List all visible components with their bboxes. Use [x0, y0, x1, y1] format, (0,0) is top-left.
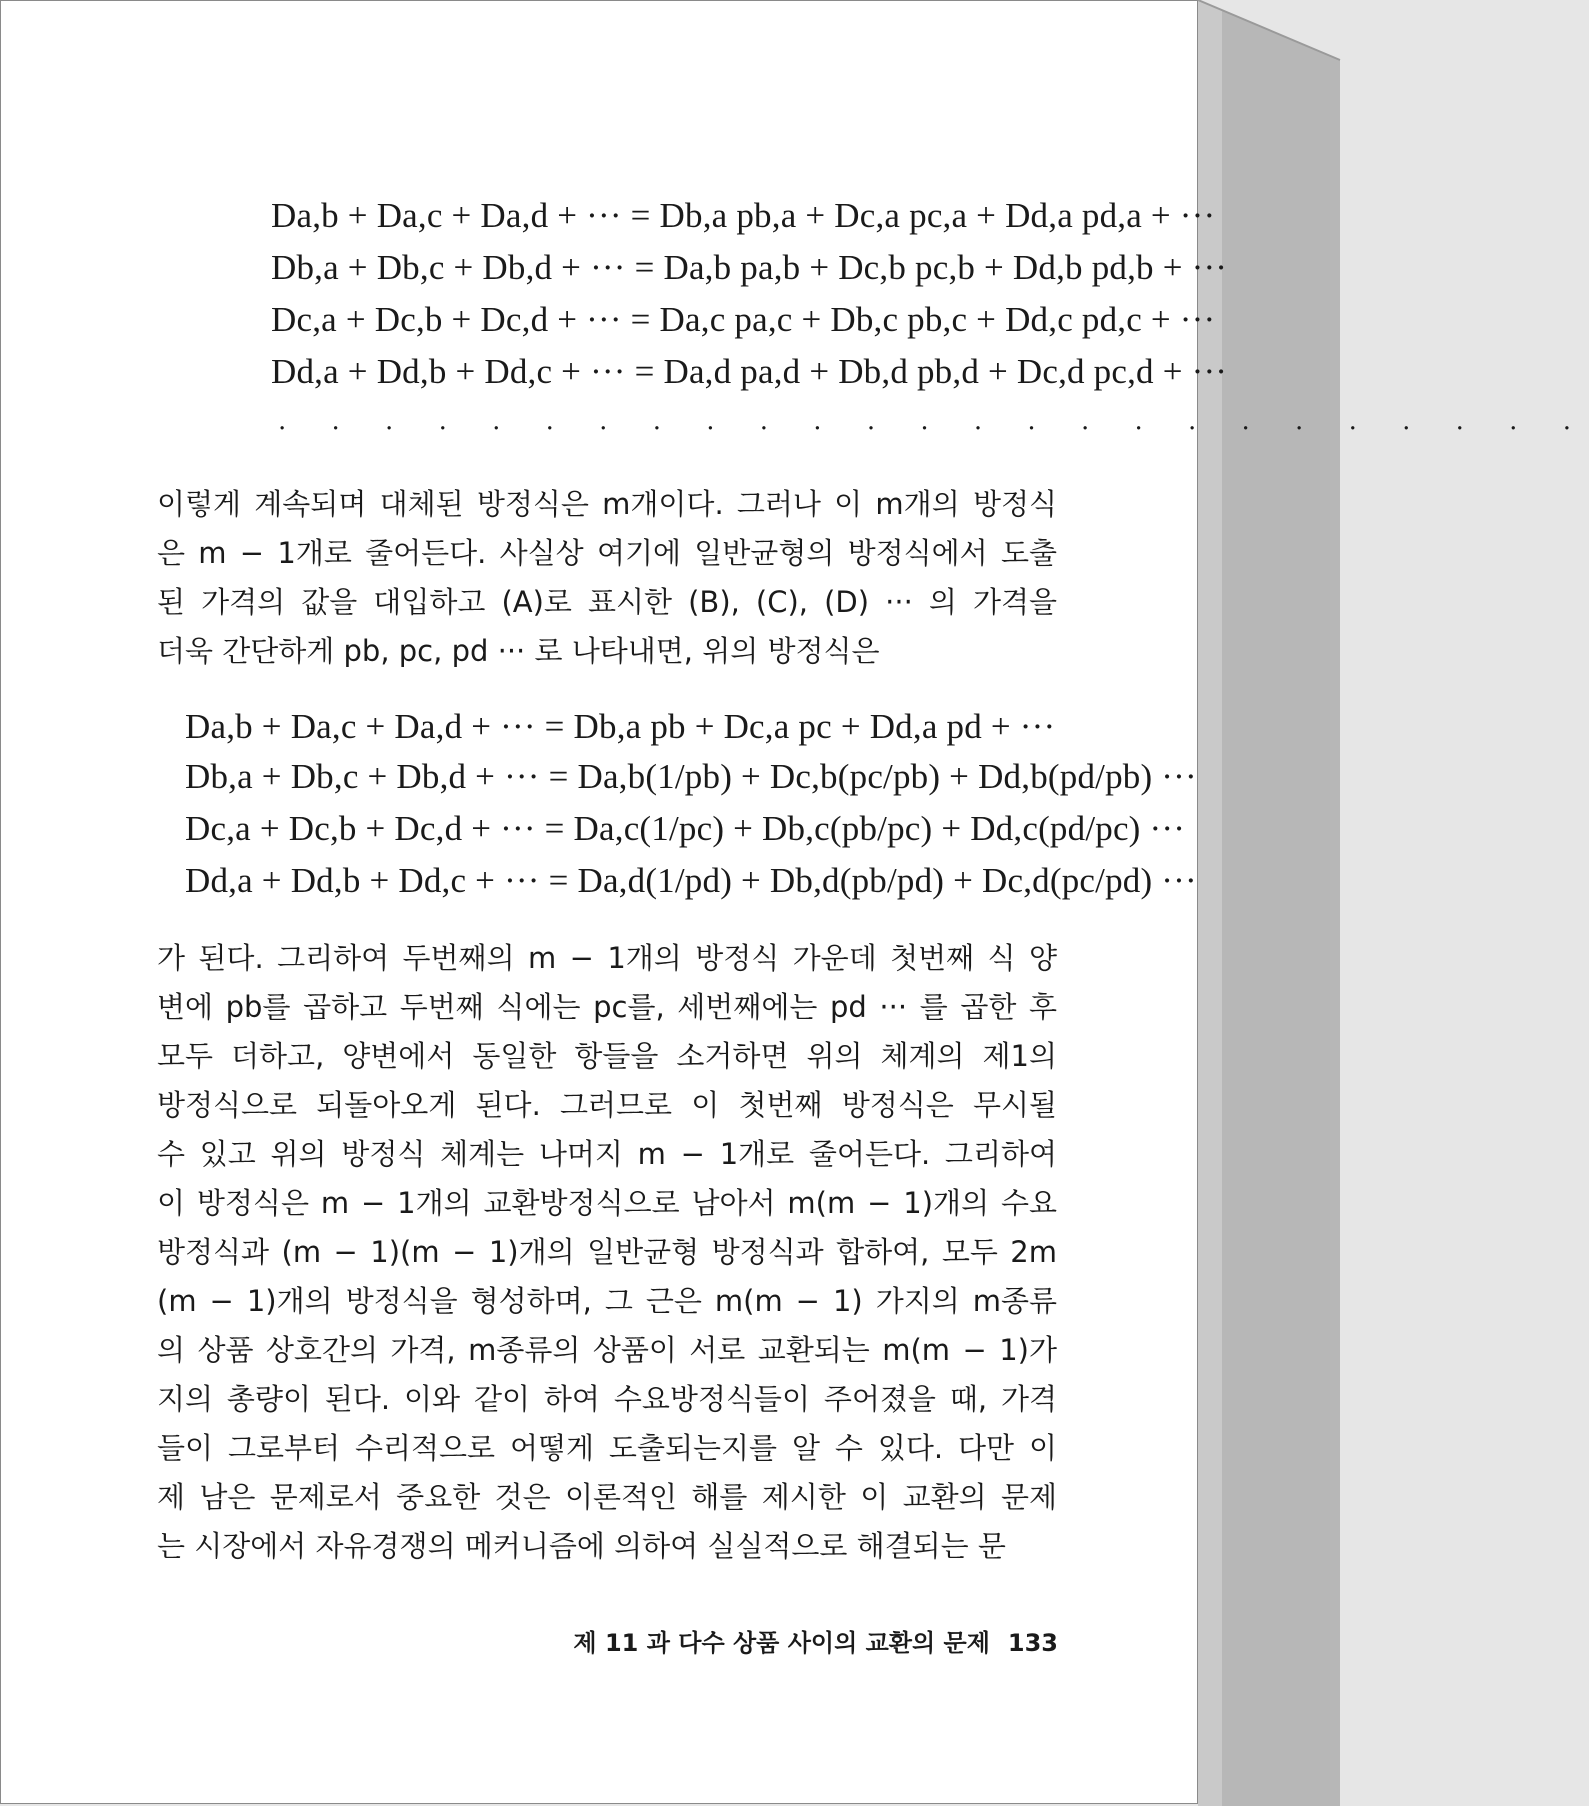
paragraph-2-line: 지의 총량이 된다. 이와 같이 하여 수요방정식들이 주어졌을 때, 가격: [157, 1382, 1057, 1416]
paragraph-2-line: (m − 1)개의 방정식을 형성하며, 그 근은 m(m − 1) 가지의 m종류: [157, 1284, 1057, 1318]
page-footer: [573, 1623, 1058, 1658]
equation-2-row-3: Dc,a + Dc,b + Dc,d + ··· = Da,c(1/pc) + Db,c(pb/pc) + Dd,c(pd/pc) ···: [185, 809, 1186, 848]
paragraph-2: [157, 934, 1057, 1571]
ellipsis-dots: . . . . . . . . . . . . . . . . . . . . . . . . .: [278, 406, 1589, 436]
paragraph-1-line: 은 m − 1개로 줄어든다. 사실상 여기에 일반균형의 방정식에서 도출: [157, 536, 1057, 570]
paragraph-1-line: 더욱 간단하게 pb, pc, pd ··· 로 나타내면, 위의 방정식은: [157, 634, 880, 668]
equation-2-row-2: Db,a + Db,c + Db,d + ··· = Da,b(1/pb) + Dc,b(pc/pb) + Dd,b(pd/pb) ···: [185, 757, 1197, 796]
paragraph-2-line: 들이 그로부터 수리적으로 어떻게 도출되는지를 알 수 있다. 다만 이: [157, 1431, 1057, 1465]
equation-1-row-1: Da,b + Da,c + Da,d + ··· = Db,a pb,a + Dc,a pc,a + Dd,a pd,a + ···: [271, 196, 1216, 235]
paragraph-2-line: 는 시장에서 자유경쟁의 메커니즘에 의하여 실실적으로 해결되는 문: [157, 1529, 1006, 1563]
paragraph-1-line: 이렇게 계속되며 대체된 방정식은 m개이다. 그러나 이 m개의 방정식: [157, 487, 1057, 521]
paragraph-1-line: 된 가격의 값을 대입하고 (A)로 표시한 (B), (C), (D) ··· 의 가격을: [157, 585, 1057, 619]
paragraph-2-line: 이 방정식은 m − 1개의 교환방정식으로 남아서 m(m − 1)개의 수요: [157, 1186, 1057, 1220]
page-number: 133: [1007, 1629, 1058, 1657]
footer-chapter-title: 제 11 과 다수 상품 사이의 교환의 문제: [573, 1629, 990, 1657]
paragraph-2-line: 의 상품 상호간의 가격, m종류의 상품이 서로 교환되는 m(m − 1)가: [157, 1333, 1057, 1367]
paragraph-2-line: 모두 더하고, 양변에서 동일한 항들을 소거하면 위의 체계의 제1의: [157, 1039, 1057, 1073]
equation-1-row-2: Db,a + Db,c + Db,d + ··· = Da,b pa,b + Dc,b pc,b + Dd,b pd,b + ···: [271, 248, 1228, 287]
paragraph-1: [157, 480, 1057, 676]
paragraph-2-line: 제 남은 문제로서 중요한 것은 이론적인 해를 제시한 이 교환의 문제: [157, 1480, 1057, 1514]
equation-1-row-4: Dd,a + Dd,b + Dd,c + ··· = Da,d pa,d + Db,d pb,d + Dc,d pc,d + ···: [271, 352, 1228, 391]
equation-2-row-4: Dd,a + Dd,b + Dd,c + ··· = Da,d(1/pd) + Db,d(pb/pd) + Dc,d(pc/pd) ···: [185, 861, 1197, 900]
paragraph-2-line: 가 된다. 그리하여 두번째의 m − 1개의 방정식 가운데 첫번째 식 양: [157, 941, 1057, 975]
paragraph-2-line: 수 있고 위의 방정식 체계는 나머지 m − 1개로 줄어든다. 그리하여: [157, 1137, 1057, 1171]
paragraph-2-line: 변에 pb를 곱하고 두번째 식에는 pc를, 세번째에는 pd ··· 를 곱한 후: [157, 990, 1057, 1024]
paragraph-2-line: 방정식으로 되돌아오게 된다. 그러므로 이 첫번째 방정식은 무시될: [157, 1088, 1057, 1122]
paragraph-2-line: 방정식과 (m − 1)(m − 1)개의 일반균형 방정식과 합하여, 모두 2m: [157, 1235, 1057, 1269]
equation-1-row-3: Dc,a + Dc,b + Dc,d + ··· = Da,c pa,c + Db,c pb,c + Dd,c pd,c + ···: [271, 300, 1216, 339]
equation-2-row-1: Da,b + Da,c + Da,d + ··· = Db,a pb + Dc,a pc + Dd,a pd + ···: [185, 707, 1056, 746]
